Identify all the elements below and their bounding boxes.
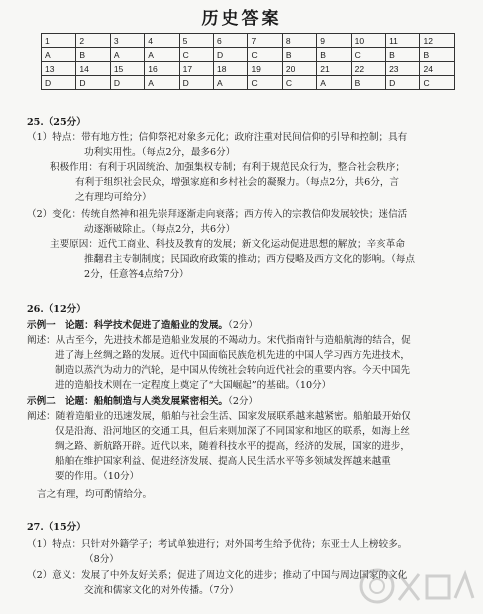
table-cell: B xyxy=(351,76,385,90)
table-cell: A xyxy=(110,48,144,62)
answer-key-table xyxy=(41,33,455,90)
table-cell: D xyxy=(42,76,76,90)
table-cell: 11 xyxy=(386,34,420,48)
table-cell: B xyxy=(317,48,351,62)
table-cell: A xyxy=(145,48,179,62)
example1-score: （2分） xyxy=(228,320,259,331)
q26-line: 进了海上丝绸之路的发展。近代中国面临民族危机先进的中国人学习西方先进技术， xyxy=(55,350,410,361)
table-cell: D xyxy=(179,76,213,90)
q25-line: 动逐渐破除止。（每点2分，共6分） xyxy=(84,224,236,235)
table-cell: 19 xyxy=(248,62,282,76)
table-cell: A xyxy=(317,76,351,90)
table-cell: 8 xyxy=(282,34,316,48)
table-cell: D xyxy=(214,48,248,62)
table-cell: C xyxy=(420,76,455,90)
q25-line: （2）变化：传统自然神和祖先崇拜逐渐走向衰落；西方传入的宗教信仰发展较快；迷信活 xyxy=(27,209,408,220)
q25-line: 主要原因：近代工商业、科技及教育的发展；新文化运动促进思想的解放；辛亥革命 xyxy=(50,239,405,250)
example2-label: 示例二 xyxy=(27,396,56,407)
q26-heading: 26.（12分） xyxy=(27,304,86,315)
table-cell: C xyxy=(282,76,316,90)
table-cell: B xyxy=(420,48,455,62)
table-row xyxy=(42,34,455,48)
table-cell: 5 xyxy=(179,34,213,48)
table-cell: 16 xyxy=(145,62,179,76)
table-cell: 22 xyxy=(351,62,385,76)
example1-topic: 论题：科学技术促进了造船业的发展。 xyxy=(64,320,229,331)
table-cell: B xyxy=(282,48,316,62)
table-cell: 7 xyxy=(248,34,282,48)
table-row xyxy=(42,48,455,62)
table-cell: 13 xyxy=(42,62,76,76)
q26-line: 绸之路、新航路开辟。近代以来，随着科技水平的提高，经济的发展，国家的进步， xyxy=(55,441,410,452)
q25-line: 2分，任意答4点给7分） xyxy=(84,269,189,280)
page-title: 历史答案 xyxy=(201,9,282,29)
q26-line: 仅是沿海、沿河地区的交通工具，但后来则加深了不同国家和地区的联系，如海上丝 xyxy=(55,426,410,437)
q25-line: （1）特点：带有地方性；信仰祭祀对象多元化；政府注重对民间信仰的引导和控制；具有 xyxy=(27,132,408,143)
table-cell: 20 xyxy=(282,62,316,76)
table-cell: C xyxy=(248,48,282,62)
table-cell: 17 xyxy=(179,62,213,76)
example2-score: （2分） xyxy=(228,396,259,407)
table-cell: 6 xyxy=(214,34,248,48)
q26-line: 船舶在维护国家利益、促进经济发展、提高人民生活水平等多领域发挥越来越重 xyxy=(55,456,391,467)
q25-heading: 25.（25分） xyxy=(27,117,86,128)
table-cell: C xyxy=(179,48,213,62)
table-cell: C xyxy=(351,48,385,62)
q25-line: 之有理均可给分） xyxy=(75,192,152,203)
q26-example2-topic-line xyxy=(27,394,258,409)
q26-line: 阐述：从古至今，先进技术都是造船业发展的不竭动力。宋代指南针与造船航海的结合，促 xyxy=(27,335,411,346)
q27-line: （8分） xyxy=(84,554,119,565)
table-cell: D xyxy=(76,76,110,90)
table-cell: 1 xyxy=(42,34,76,48)
table-cell: 18 xyxy=(214,62,248,76)
table-cell: A xyxy=(42,48,76,62)
q26-note: 言之有理，均可酌情给分。 xyxy=(37,489,153,500)
table-cell: C xyxy=(248,76,282,90)
q26-line: 制造以蒸汽为动力的汽轮，是中国从传统社会转向近代社会的重要内容。今天中国先 xyxy=(55,365,410,376)
table-cell: 14 xyxy=(76,62,110,76)
table-cell: 15 xyxy=(110,62,144,76)
table-row xyxy=(42,62,455,76)
table-row xyxy=(42,76,455,90)
table-cell: 2 xyxy=(76,34,110,48)
example1-label: 示例一 xyxy=(27,320,56,331)
example2-topic: 论题：船舶制造与人类发展紧密相关。 xyxy=(64,396,229,407)
table-cell: 23 xyxy=(386,62,420,76)
table-cell: 24 xyxy=(420,62,455,76)
q27-heading: 27.（15分） xyxy=(27,522,86,533)
q26-line: 阐述：随着造船业的迅速发展，船舶与社会生活、国家发展联系越来越紧密。船舶最开始仅 xyxy=(27,411,411,422)
q26-line: 要的作用。（10分） xyxy=(55,471,140,482)
watermark-logo-icon xyxy=(349,564,477,610)
table-cell: 21 xyxy=(317,62,351,76)
table-cell: 10 xyxy=(351,34,385,48)
table-cell: 4 xyxy=(145,34,179,48)
q25-line: 推翻君主专制制度；民国政府政策的推动；西方侵略及西方文化的影响。（每点 xyxy=(84,254,415,265)
q25-line: 功利实用性。（每点2分，最多6分） xyxy=(84,147,236,158)
q26-line: 进的造船技术则在一定程度上奠定了“大国崛起”的基础。（10分） xyxy=(55,380,332,391)
q25-line: 积极作用：有利于巩固统治、加强集权专制；有利于规范民众行为，整合社会秩序； xyxy=(50,162,405,173)
q26-example1-topic-line xyxy=(27,318,258,333)
table-cell: D xyxy=(110,76,144,90)
q27-line: （2）意义：发展了中外友好关系；促进了周边文化的进步；推动了中国与周边国家的文化 xyxy=(27,570,408,581)
table-cell: 12 xyxy=(420,34,455,48)
q27-line: （1）特点：只针对外籍学子；考试单独进行；对外国考生给予优待；东亚士人上榜较多。 xyxy=(27,539,408,550)
table-cell: 3 xyxy=(110,34,144,48)
table-cell: B xyxy=(386,48,420,62)
table-cell: A xyxy=(145,76,179,90)
table-cell: D xyxy=(386,76,420,90)
table-cell: B xyxy=(76,48,110,62)
q27-line: 交流和儒家文化的对外传播。（7分） xyxy=(84,585,239,596)
q25-line: 有利于组织社会民众，增强家庭和乡村社会的凝聚力。（每点2分，共6分，言 xyxy=(75,177,400,188)
table-cell: 9 xyxy=(317,34,351,48)
table-cell: A xyxy=(214,76,248,90)
